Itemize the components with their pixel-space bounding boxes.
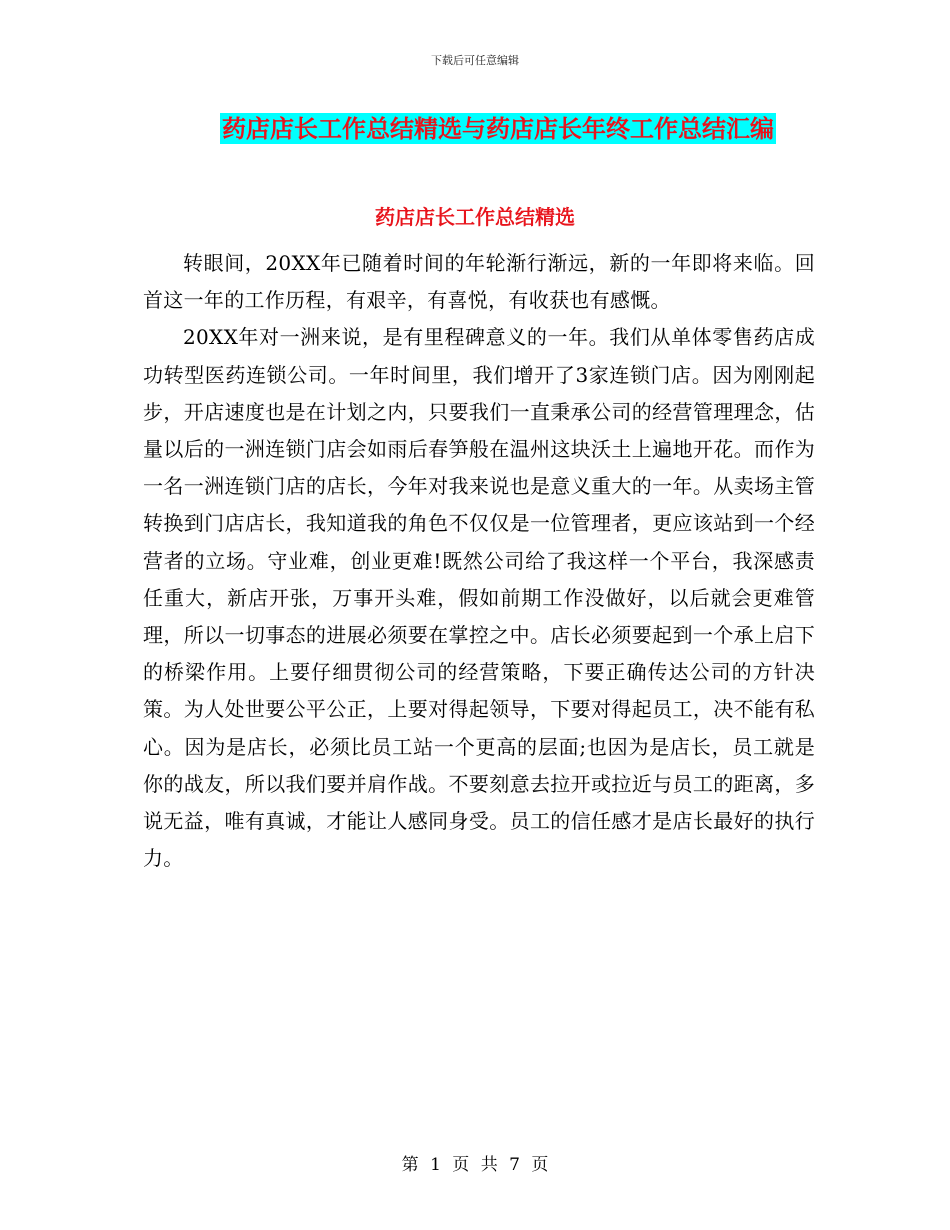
paragraph-1: 转眼间，20XX年已随着时间的年轮渐行渐远，新的一年即将来临。回首这一年的工作历程，有艰辛，有喜悦，有收获也有感慨。 <box>143 251 815 313</box>
body-text <box>143 245 815 877</box>
paragraph-2: 20XX年对一洲来说，是有里程碑意义的一年。我们从单体零售药店成功转型医药连锁公司。一年时间里，我们增开了3家连锁门店。因为刚刚起步，开店速度也是在计划之内，只要我们一直秉承公司的经营管理理念，估量以后的一洲连锁门店会如雨后春笋般在温州这块沃土上遍地开花。而作为一名一洲连锁门店的店长，今年对我来说也是意义重大的一年。从卖场主管转换到门店店长，我知道我的角色不仅仅是一位管理者，更应该站到一个经营者的立场。守业难，创业更难!既然公司给了我这样一个平台，我深感责任重大，新店开张，万事开头难，假如前期工作没做好，以后就会更难管理，所以一切事态的进展必须要在掌控之中。店长必须要起到一个承上启下的桥梁作用。上要仔细贯彻公司的经营策略，下要正确传达公司的方针决策。为人处世要公平公正，上要对得起领导，下要对得起员工，决不能有私心。因为是店长，必须比员工站一个更高的层面;也因为是店长，员工就是你的战友，所以我们要并肩作战。不要刻意去拉开或拉近与员工的距离，多说无益，唯有真诚，才能让人感同身受。员工的信任感才是店长最好的执行力。 <box>143 325 815 871</box>
header-note: 下载后可任意编辑 <box>431 54 519 67</box>
page-number: 第 1 页 共 7 页 <box>401 1155 549 1175</box>
main-title: 药店店长工作总结精选与药店店长年终工作总结汇编 <box>222 114 774 143</box>
main-title-container <box>0 113 950 144</box>
section-title: 药店店长工作总结精选 <box>375 205 575 229</box>
